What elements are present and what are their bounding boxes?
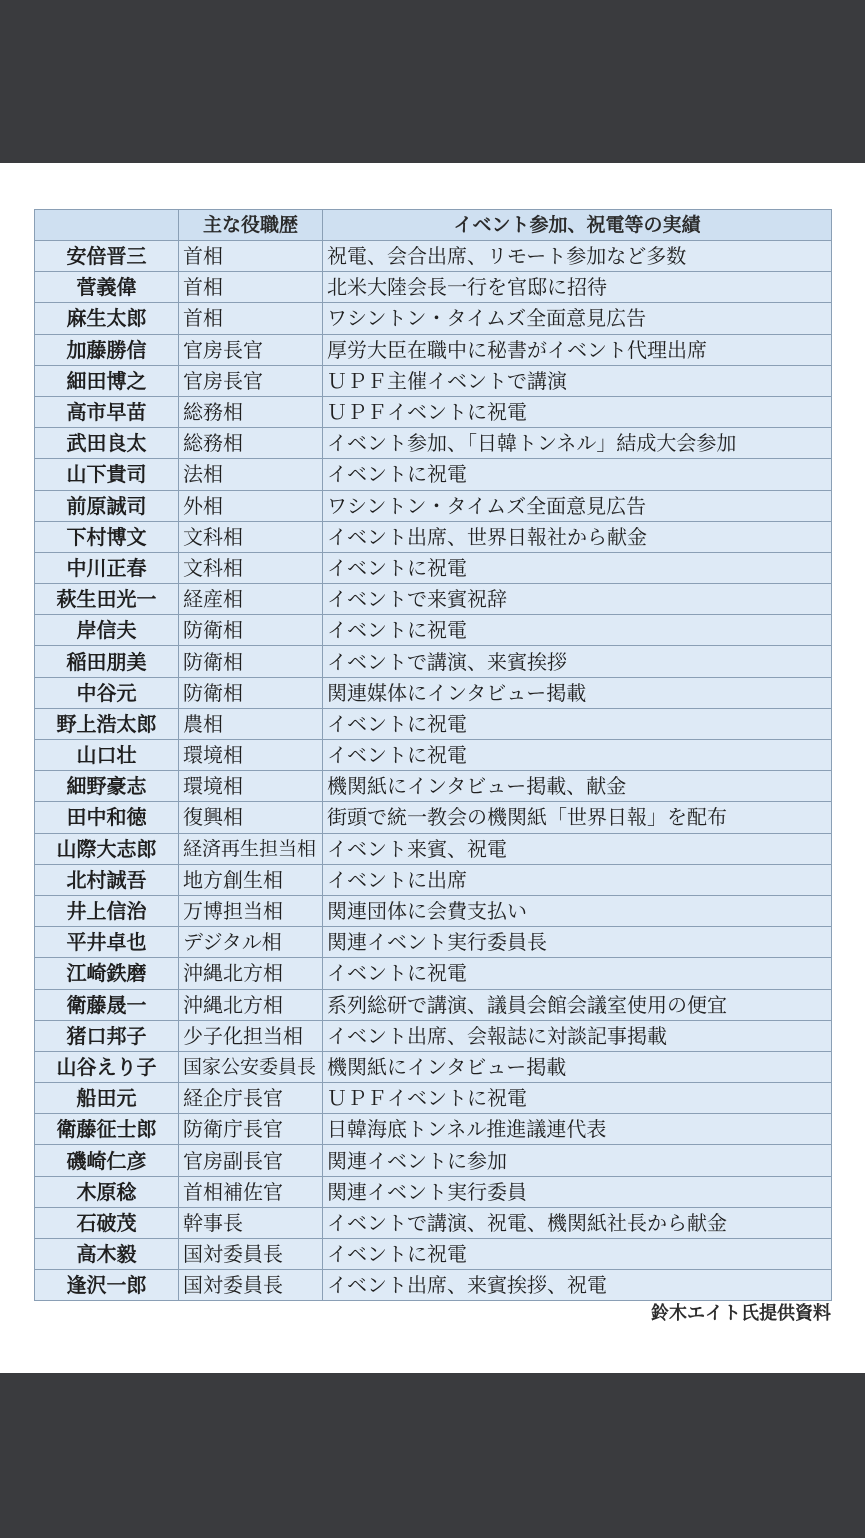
official-role: 国家公安委員長 [179, 1051, 323, 1082]
official-activity: ワシントン・タイムズ全面意見広告 [323, 303, 832, 334]
top-frame-bar [0, 0, 865, 163]
official-role: 官房副長官 [179, 1145, 323, 1176]
official-activity: 祝電、会合出席、リモート参加など多数 [323, 241, 832, 272]
official-name: 磯崎仁彦 [35, 1145, 179, 1176]
official-name: 岸信夫 [35, 615, 179, 646]
official-name: 山下貴司 [35, 459, 179, 490]
official-role: 復興相 [179, 802, 323, 833]
table-row [35, 241, 832, 272]
official-role: デジタル相 [179, 927, 323, 958]
table-row [35, 584, 832, 615]
officials-table [34, 209, 832, 1301]
official-role: 首相 [179, 303, 323, 334]
table-row [35, 1207, 832, 1238]
table-row [35, 1270, 832, 1301]
official-role: 防衛庁長官 [179, 1114, 323, 1145]
official-activity: イベント出席、会報誌に対談記事掲載 [323, 1020, 832, 1051]
official-role: 防衛相 [179, 615, 323, 646]
official-role: 農相 [179, 708, 323, 739]
official-activity: ワシントン・タイムズ全面意見広告 [323, 490, 832, 521]
table-row [35, 708, 832, 739]
table-row [35, 1083, 832, 1114]
official-activity: イベントに祝電 [323, 459, 832, 490]
table-row [35, 521, 832, 552]
official-role: 経企庁長官 [179, 1083, 323, 1114]
table-row [35, 927, 832, 958]
table-body [35, 241, 832, 1301]
official-activity: イベントで講演、来賓挨拶 [323, 646, 832, 677]
table-row [35, 646, 832, 677]
official-name: 稲田朋美 [35, 646, 179, 677]
official-role: 総務相 [179, 428, 323, 459]
header-name [35, 210, 179, 241]
table-row [35, 958, 832, 989]
table-row [35, 989, 832, 1020]
document-sheet [0, 163, 865, 1373]
official-activity: イベントに祝電 [323, 958, 832, 989]
official-role: 首相補佐官 [179, 1176, 323, 1207]
official-role: 防衛相 [179, 677, 323, 708]
official-activity: イベントに出席 [323, 864, 832, 895]
official-role: 総務相 [179, 396, 323, 427]
table-row [35, 334, 832, 365]
official-name: 猪口邦子 [35, 1020, 179, 1051]
official-name: 高市早苗 [35, 396, 179, 427]
official-activity: ＵＰＦイベントに祝電 [323, 396, 832, 427]
official-name: 衛藤征士郎 [35, 1114, 179, 1145]
official-activity: イベントに祝電 [323, 708, 832, 739]
table-row [35, 396, 832, 427]
official-name: 中川正春 [35, 552, 179, 583]
official-role: 地方創生相 [179, 864, 323, 895]
official-name: 細田博之 [35, 365, 179, 396]
official-name: 加藤勝信 [35, 334, 179, 365]
official-role: 防衛相 [179, 646, 323, 677]
official-activity: イベントに祝電 [323, 615, 832, 646]
table-row [35, 895, 832, 926]
official-activity: イベントで講演、祝電、機関紙社長から献金 [323, 1207, 832, 1238]
official-name: 山口壮 [35, 740, 179, 771]
official-role: 沖縄北方相 [179, 958, 323, 989]
official-name: 山際大志郎 [35, 833, 179, 864]
table-row [35, 1145, 832, 1176]
official-name: 萩生田光一 [35, 584, 179, 615]
official-activity: 街頭で統一教会の機関紙「世界日報」を配布 [323, 802, 832, 833]
table-row [35, 459, 832, 490]
official-name: 細野豪志 [35, 771, 179, 802]
table-row [35, 771, 832, 802]
official-name: 北村誠吾 [35, 864, 179, 895]
official-name: 山谷えり子 [35, 1051, 179, 1082]
table-row [35, 615, 832, 646]
official-role: 国対委員長 [179, 1270, 323, 1301]
table-row [35, 365, 832, 396]
official-activity: ＵＰＦ主催イベントで講演 [323, 365, 832, 396]
official-name: 衛藤晟一 [35, 989, 179, 1020]
official-name: 田中和徳 [35, 802, 179, 833]
official-name: 中谷元 [35, 677, 179, 708]
official-role: 幹事長 [179, 1207, 323, 1238]
official-role: 万博担当相 [179, 895, 323, 926]
official-role: 文科相 [179, 521, 323, 552]
official-activity: イベントに祝電 [323, 1239, 832, 1270]
table-row [35, 833, 832, 864]
official-role: 少子化担当相 [179, 1020, 323, 1051]
table-header-row [35, 210, 832, 241]
official-role: 文科相 [179, 552, 323, 583]
official-name: 安倍晋三 [35, 241, 179, 272]
official-activity: イベント出席、世界日報社から献金 [323, 521, 832, 552]
official-name: 井上信治 [35, 895, 179, 926]
official-name: 下村博文 [35, 521, 179, 552]
official-activity: 関連イベント実行委員 [323, 1176, 832, 1207]
official-role: 環境相 [179, 740, 323, 771]
official-activity: 厚労大臣在職中に秘書がイベント代理出席 [323, 334, 832, 365]
official-role: 官房長官 [179, 365, 323, 396]
official-activity: 機関紙にインタビュー掲載、献金 [323, 771, 832, 802]
official-name: 木原稔 [35, 1176, 179, 1207]
table-row [35, 428, 832, 459]
official-role: 法相 [179, 459, 323, 490]
table-row [35, 490, 832, 521]
official-activity: ＵＰＦイベントに祝電 [323, 1083, 832, 1114]
official-activity: 関連媒体にインタビュー掲載 [323, 677, 832, 708]
source-note: 鈴木エイト氏提供資料 [651, 1303, 831, 1324]
table-row [35, 864, 832, 895]
official-name: 武田良太 [35, 428, 179, 459]
official-name: 逢沢一郎 [35, 1270, 179, 1301]
official-activity: 関連団体に会費支払い [323, 895, 832, 926]
official-role: 官房長官 [179, 334, 323, 365]
official-activity: 機関紙にインタビュー掲載 [323, 1051, 832, 1082]
official-role: 経産相 [179, 584, 323, 615]
table-row [35, 1020, 832, 1051]
official-activity: イベント出席、来賓挨拶、祝電 [323, 1270, 832, 1301]
bottom-frame-bar [0, 1373, 865, 1538]
table-row [35, 740, 832, 771]
official-role: 首相 [179, 241, 323, 272]
official-role: 環境相 [179, 771, 323, 802]
official-name: 船田元 [35, 1083, 179, 1114]
official-activity: イベントに祝電 [323, 740, 832, 771]
table-row [35, 552, 832, 583]
official-activity: 関連イベント実行委員長 [323, 927, 832, 958]
official-role: 外相 [179, 490, 323, 521]
table-row [35, 272, 832, 303]
official-activity: イベントに祝電 [323, 552, 832, 583]
table-row [35, 303, 832, 334]
table-row [35, 1051, 832, 1082]
official-name: 菅義偉 [35, 272, 179, 303]
official-name: 江崎鉄磨 [35, 958, 179, 989]
official-activity: 系列総研で講演、議員会館会議室使用の便宜 [323, 989, 832, 1020]
official-activity: イベント参加、「日韓トンネル」結成大会参加 [323, 428, 832, 459]
official-name: 麻生太郎 [35, 303, 179, 334]
official-activity: イベントで来賓祝辞 [323, 584, 832, 615]
official-role: 経済再生担当相 [179, 833, 323, 864]
table-row [35, 1176, 832, 1207]
table-row [35, 1114, 832, 1145]
official-role: 沖縄北方相 [179, 989, 323, 1020]
official-activity: 日韓海底トンネル推進議連代表 [323, 1114, 832, 1145]
official-activity: イベント来賓、祝電 [323, 833, 832, 864]
official-name: 前原誠司 [35, 490, 179, 521]
official-name: 野上浩太郎 [35, 708, 179, 739]
official-role: 国対委員長 [179, 1239, 323, 1270]
header-role: 主な役職歴 [179, 210, 323, 241]
official-name: 石破茂 [35, 1207, 179, 1238]
official-name: 高木毅 [35, 1239, 179, 1270]
official-name: 平井卓也 [35, 927, 179, 958]
table-row [35, 1239, 832, 1270]
official-activity: 関連イベントに参加 [323, 1145, 832, 1176]
official-role: 首相 [179, 272, 323, 303]
table-row [35, 802, 832, 833]
table-row [35, 677, 832, 708]
header-activity: イベント参加、祝電等の実績 [323, 210, 832, 241]
official-activity: 北米大陸会長一行を官邸に招待 [323, 272, 832, 303]
